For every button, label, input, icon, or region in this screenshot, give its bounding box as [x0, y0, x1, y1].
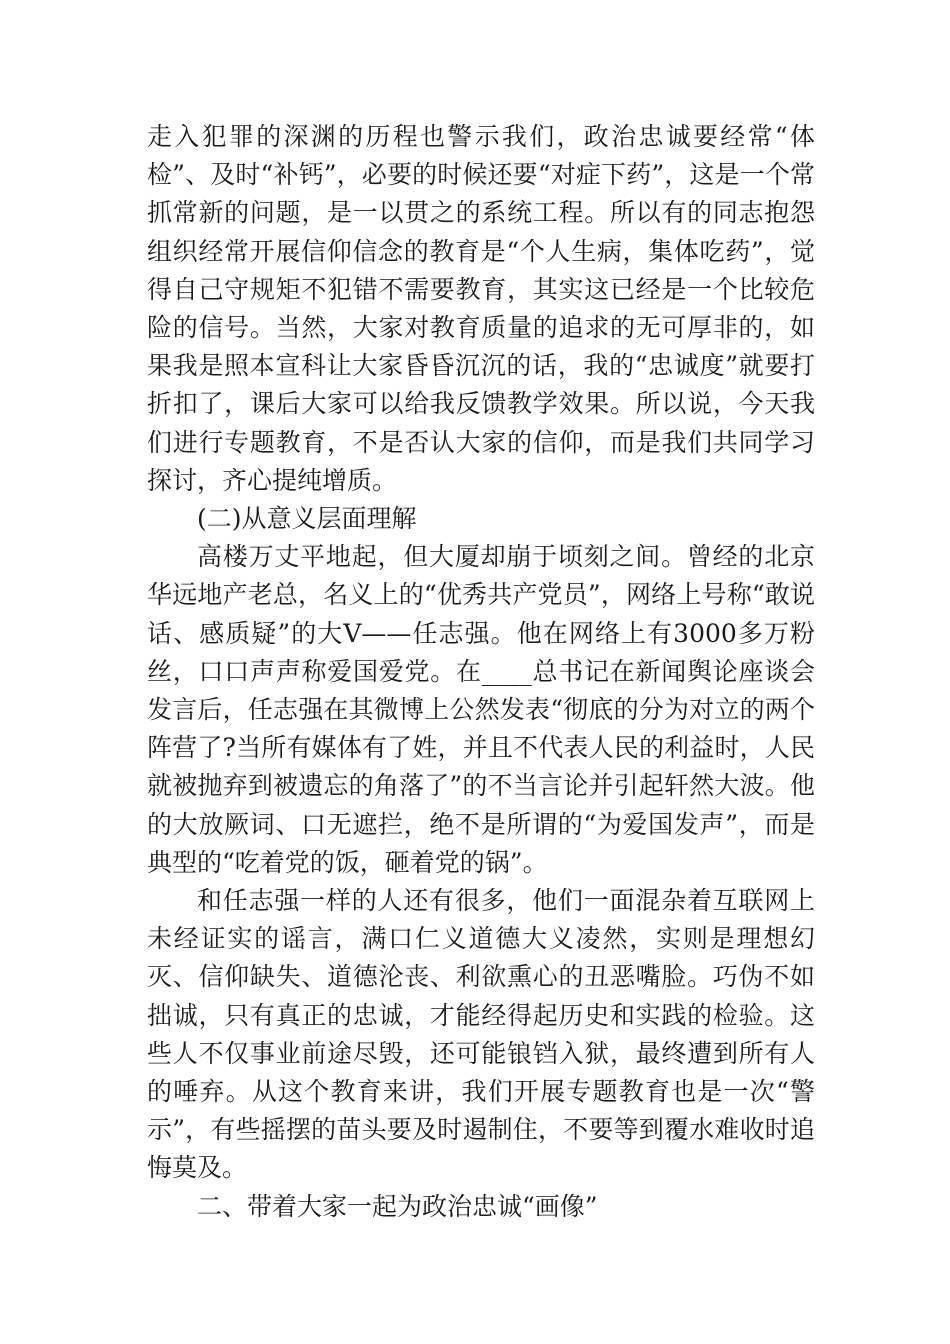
section-subheading: (二)从意义层面理解	[197, 504, 417, 534]
document-body	[147, 118, 815, 1226]
section-heading: 二、带着大家一起为政治忠诚“画像”	[197, 1191, 598, 1221]
paragraph-ren-zhiqiang: 高楼万丈平地起，但大厦却崩于顷刻之间。曾经的北京华远地产老总，名义上的“优秀共产党员”，网络上号称“敢说话、感质疑”的大V——任志强。他在网络上有3000多万粉丝，口口声声称爱国爱党。在____总书记在新闻舆论座谈会发言后，任志强在其微博上公然发表“彻底的分为对立的两个阵营了?当所有媒体有了姓，并且不代表人民的利益时，人民就被抛弃到被遗忘的角落了”的不当言论并引起轩然大波。他的大放厥词、口无遮拦，绝不是所谓的“为爱国发声”，而是典型的“吃着党的饭，砸着党的锅”。	[147, 542, 815, 877]
paragraph-warning: 和任志强一样的人还有很多，他们一面混杂着互联网上未经证实的谣言，满口仁义道德大义凌然，实则是理想幻灭、信仰缺失、道德沦丧、利欲熏心的丑恶嘴脸。巧伪不如拙诚，只有真正的忠诚，才能经得起历史和实践的检验。这些人不仅事业前途尽毁，还可能锒铛入狱，最终遭到所有人的唾弃。从这个教育来讲，我们开展专题教育也是一次“警示”，有些摇摆的苗头要及时遏制住，不要等到覆水难收时追悔莫及。	[147, 886, 815, 1183]
paragraph-continuation: 走入犯罪的深渊的历程也警示我们，政治忠诚要经常“体检”、及时“补钙”，必要的时候还要“对症下药”，这是一个常抓常新的问题，是一以贯之的系统工程。所以有的同志抱怨组织经常开展信仰信念的教育是“个人生病，集体吃药”，觉得自己守规矩不犯错不需要教育，其实这已经是一个比较危险的信号。当然，大家对教育质量的追求的无可厚非的，如果我是照本宣科让大家昏昏沉沉的话，我的“忠诚度”就要打折扣了，课后大家可以给我反馈教学效果。所以说，今天我们进行专题教育，不是否认大家的信仰，而是我们共同学习探讨，齐心提纯增质。	[147, 122, 815, 495]
